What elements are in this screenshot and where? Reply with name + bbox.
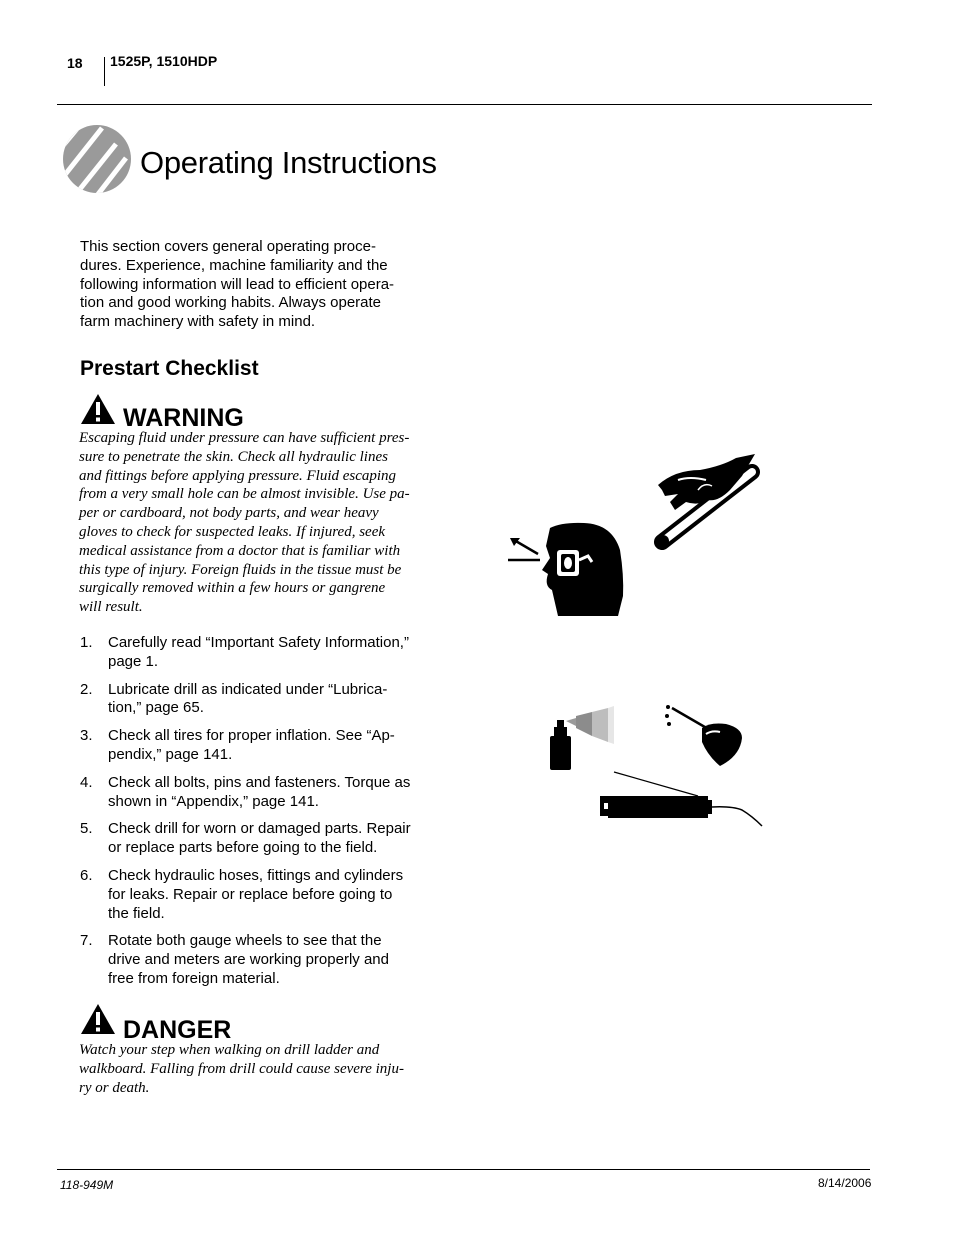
doc-date: 8/14/2006 [818,1176,872,1190]
danger-line: Watch your step when walking on drill ladder and [79,1042,380,1058]
danger-line: walkboard. Falling from drill could cause severe inju- [79,1060,404,1077]
list-item-number: 1. [80,634,93,651]
list-item-number: 2. [80,680,93,698]
list-item [80,727,425,765]
prestart-checklist [80,634,425,998]
warning-triangle-icon [80,393,116,425]
intro-line: tion and good working habits. Always operate [80,294,382,312]
list-item [80,820,425,858]
warning-line: this type of injury. Foreign fluids in the tissue must be [79,561,402,578]
warning-triangle-icon [80,1003,116,1035]
warning-line: and fittings before applying pressure. Fluid escaping [79,467,397,484]
list-item-line: Check all bolts, pins and fasteners. Torque as [108,773,411,791]
danger-line: ry or death. [79,1079,150,1096]
header-model: 1525P, 1510HDP [110,53,218,69]
oil-can-icon [665,705,742,766]
list-item-line: page 1. [108,652,159,670]
list-item-line: shown in “Appendix,” page 141. [108,792,319,810]
list-item-number: 5. [80,820,93,838]
warning-line: will result. [79,599,143,616]
list-item-line: Check hydraulic hoses, fittings and cylinders [108,866,404,884]
warning-line: from a very small hole can be almost invisible. Use pa- [79,486,410,503]
list-item-number: 3. [80,727,93,745]
list-item-line: pendix,” page 141. [108,745,233,763]
list-item-number: 7. [80,932,93,950]
intro-line: following information will lead to efficient opera- [80,275,395,293]
warning-line: per or cardboard, not body parts, and wear heavy [79,505,379,522]
list-item-line: Carefully read “Important Safety Information,” [108,634,409,651]
list-item-line: drive and meters are working properly and [108,951,389,969]
list-item-line: Check drill for worn or damaged parts. Repair [108,820,411,838]
list-item-line: the field. [108,904,165,922]
warning-line: gloves to check for suspected leaks. If injured, seek [79,523,386,540]
list-item [80,932,425,988]
list-item-line: tion,” page 65. [108,699,204,717]
header-divider [104,57,105,86]
list-item [80,774,425,812]
warning-line: medical assistance from a doctor that is familiar with [79,542,401,559]
danger-text [79,1041,419,1097]
grease-gun-icon [600,772,762,826]
list-item [80,681,425,719]
page-number: 18 [67,55,83,71]
warning-line: sure to penetrate the skin. Check all hydraulic lines [79,448,388,465]
danger-label: DANGER [123,1016,232,1044]
list-item [80,634,425,672]
header-rule [57,104,872,105]
section-title: Operating Instructions [140,145,437,180]
footer-rule [57,1169,870,1170]
list-item-line: Check all tires for proper inflation. See “Ap- [108,727,395,745]
intro-line: dures. Experience, machine familiarity and the [80,256,388,274]
list-item-line: or replace parts before going to the field. [108,839,378,857]
warning-text [79,429,419,617]
safety-illustration-top [500,450,780,625]
list-item-line: Lubricate drill as indicated under “Lubrica- [108,680,388,698]
hand-leak-check-icon [657,454,755,547]
list-item-number: 6. [80,866,93,884]
subheading: Prestart Checklist [80,357,259,380]
doc-number: 118-949M [60,1178,114,1192]
warning-label: WARNING [123,404,244,432]
intro-line: farm machinery with safety in mind. [80,313,316,331]
list-item-line: free from foreign material. [108,969,280,987]
list-item-number: 4. [80,773,93,791]
warning-line: Escaping fluid under pressure can have sufficient pres- [79,430,410,446]
spray-can-icon [550,706,614,770]
safety-goggles-head-icon [508,523,623,616]
list-item-line: for leaks. Repair or replace before going to [108,885,393,903]
list-item [80,867,425,923]
list-item-line: Rotate both gauge wheels to see that the [108,932,382,950]
brand-logo-icon [62,124,132,194]
lubrication-illustration [540,700,780,830]
intro-line: This section covers general operating proce- [80,238,376,255]
warning-line: surgically removed within a few hours or gangrene [79,580,386,597]
intro-paragraph [80,238,420,332]
